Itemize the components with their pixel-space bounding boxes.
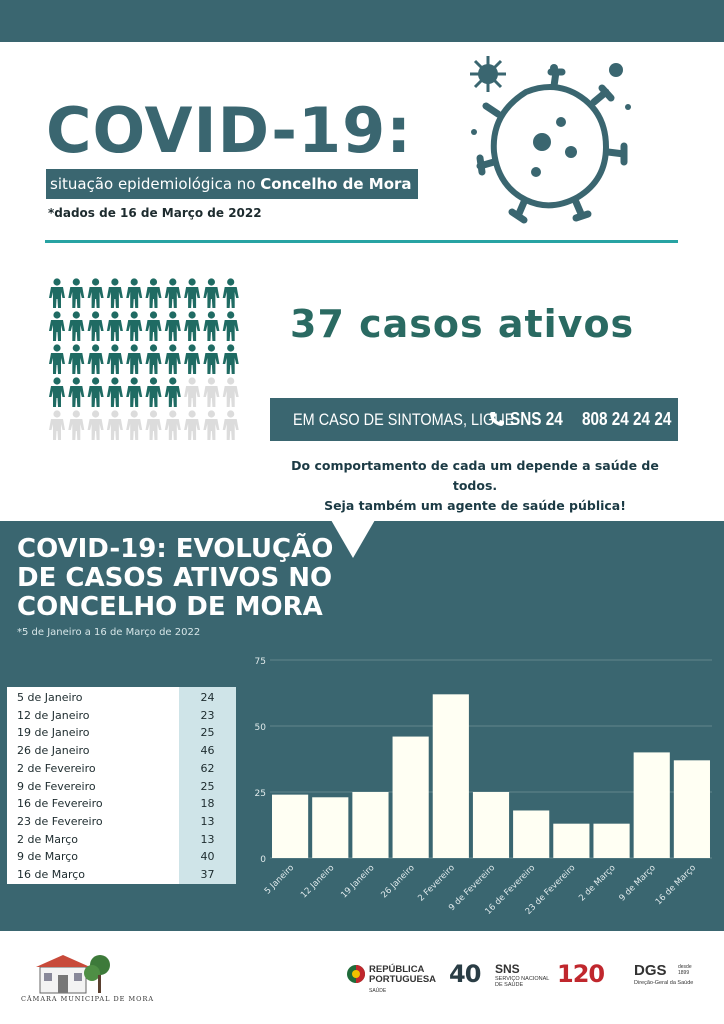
person-icon xyxy=(146,311,162,341)
public-health-message xyxy=(272,456,678,516)
dgs-since-2: 1899 xyxy=(678,970,690,976)
person-icon xyxy=(223,410,239,440)
message-line-1: Do comportamento de cada um depende a saúde de todos. xyxy=(291,458,659,493)
table-row-date: 26 de Janeiro xyxy=(17,744,90,758)
x-tick-label: 2 de Março xyxy=(577,863,618,904)
bar xyxy=(352,792,388,858)
bar xyxy=(513,810,549,858)
republic-sub: SAÚDE xyxy=(369,988,387,994)
person-icon xyxy=(126,377,142,407)
sns-service: SNS 24 xyxy=(510,409,563,429)
person-icon xyxy=(223,344,239,374)
date-note: *dados de 16 de Março de 2022 xyxy=(48,206,262,220)
x-tick-label: 12 Janeiro xyxy=(299,863,337,901)
table-row-value: 40 xyxy=(200,850,215,864)
table-row-date: 2 de Março xyxy=(17,832,79,846)
cases-table xyxy=(7,687,236,884)
x-tick-label: 19 Janeiro xyxy=(339,863,377,901)
person-icon xyxy=(203,410,219,440)
person-icon xyxy=(88,344,104,374)
table-row-date: 5 de Janeiro xyxy=(17,691,83,704)
table-row-value: 13 xyxy=(200,814,215,828)
sns-cta: EM CASO DE SINTOMAS, LIGUE xyxy=(293,410,515,429)
person-icon xyxy=(88,410,104,440)
person-icon xyxy=(88,278,104,308)
x-tick-label: 26 Janeiro xyxy=(379,863,417,901)
republic-emblem-icon xyxy=(346,963,366,985)
person-icon xyxy=(68,377,84,407)
y-tick-label: 50 xyxy=(254,723,266,733)
person-icon xyxy=(146,377,162,407)
cases-bar-chart xyxy=(232,648,718,918)
person-icon xyxy=(223,311,239,341)
x-tick-label: 16 de Março xyxy=(653,863,699,908)
page-title: COVID-19: xyxy=(46,94,413,167)
person-icon xyxy=(88,311,104,341)
bar xyxy=(393,737,429,858)
x-tick-label: 16 de Fevereiro xyxy=(483,863,538,917)
sns-phone-number[interactable]: 808 24 24 24 xyxy=(582,409,672,429)
table-row-date: 2 de Fevereiro xyxy=(17,761,96,775)
table-row-value: 18 xyxy=(200,797,215,811)
sns-logo-sub-2: DE SAÚDE xyxy=(495,982,524,988)
person-icon xyxy=(223,377,239,407)
table-row xyxy=(7,724,236,742)
bar xyxy=(553,824,589,858)
person-icon xyxy=(107,377,123,407)
person-icon xyxy=(68,311,84,341)
message-line-2: Seja também um agente de saúde pública! xyxy=(324,498,626,513)
table-row-value: 46 xyxy=(200,744,215,758)
table-row-value: 37 xyxy=(200,868,215,881)
sns-logo-sub xyxy=(495,976,549,988)
sns-logo-sub-1: SERVIÇO NACIONAL xyxy=(495,976,550,982)
municipality-name: CÂMARA MUNICIPAL DE MORA xyxy=(21,995,155,1003)
person-icon xyxy=(184,377,200,407)
x-tick-label: 9 de Fevereiro xyxy=(447,863,498,914)
person-icon xyxy=(184,311,200,341)
table-row-date: 16 de Fevereiro xyxy=(17,797,103,811)
table-row xyxy=(7,742,236,760)
person-icon xyxy=(203,278,219,308)
person-icon xyxy=(184,344,200,374)
bar xyxy=(473,792,509,858)
dgs-since-1: desde xyxy=(678,964,692,970)
person-icon xyxy=(146,410,162,440)
dgs-sub: Direção-Geral da Saúde xyxy=(634,980,694,986)
person-icon xyxy=(107,410,123,440)
bar xyxy=(593,824,629,858)
sns-logo: SNS xyxy=(495,962,520,976)
top-bar xyxy=(0,0,724,42)
panel-notch xyxy=(331,520,375,558)
bar xyxy=(674,760,710,858)
sns-banner xyxy=(270,398,678,441)
person-icon xyxy=(68,344,84,374)
person-icon xyxy=(68,278,84,308)
person-icon xyxy=(126,410,142,440)
person-icon xyxy=(203,344,219,374)
republic-label xyxy=(369,965,436,985)
bar xyxy=(634,752,670,858)
table-row xyxy=(7,778,236,796)
sns-40-logo: 40 xyxy=(449,960,481,988)
page-subtitle xyxy=(46,169,418,199)
table-row-date: 12 de Janeiro xyxy=(17,708,90,722)
person-icon xyxy=(203,377,219,407)
phone-icon xyxy=(489,411,505,427)
divider xyxy=(45,240,678,243)
table-row-date: 9 de Março xyxy=(17,850,79,864)
x-tick-label: 5 Janeiro xyxy=(262,863,297,897)
active-cases-count: 37 casos ativos xyxy=(290,302,635,346)
table-row xyxy=(7,831,236,849)
republic-line-2: PORTUGUESA xyxy=(369,974,437,985)
table-row-date: 19 de Janeiro xyxy=(17,726,90,740)
dgs-logo: DGS xyxy=(634,962,667,979)
y-tick-label: 0 xyxy=(260,855,266,865)
table-row xyxy=(7,760,236,778)
person-icon xyxy=(126,311,142,341)
person-icon xyxy=(88,377,104,407)
person-icon xyxy=(49,278,65,308)
subtitle-location: Concelho de Mora xyxy=(260,175,412,193)
table-row-value: 25 xyxy=(200,726,215,740)
bar xyxy=(312,797,348,858)
x-tick-label: 9 de Março xyxy=(617,863,658,904)
person-icon xyxy=(126,344,142,374)
person-icon xyxy=(49,311,65,341)
bar xyxy=(433,694,469,858)
table-row-value: 62 xyxy=(200,761,215,775)
x-tick-label: 23 de Fevereiro xyxy=(523,863,578,917)
evolution-note: *5 de Janeiro a 16 de Março de 2022 xyxy=(17,627,201,638)
person-icon xyxy=(146,344,162,374)
table-row-date: 9 de Fevereiro xyxy=(17,779,96,793)
person-icon xyxy=(184,410,200,440)
person-icon xyxy=(107,311,123,341)
dgs-120-logo: 120 xyxy=(557,960,605,988)
table-row xyxy=(7,795,236,813)
table-row-value: 13 xyxy=(200,832,215,846)
republic-line-1: REPÚBLICA xyxy=(369,964,425,975)
table-row xyxy=(7,707,236,725)
people-pictogram xyxy=(48,278,243,444)
dgs-since xyxy=(678,964,692,976)
y-tick-label: 75 xyxy=(254,657,266,667)
person-icon xyxy=(146,278,162,308)
table-row-date: 23 de Fevereiro xyxy=(17,814,103,828)
person-icon xyxy=(49,377,65,407)
table-row-date: 16 de Março xyxy=(17,868,86,881)
person-icon xyxy=(165,311,181,341)
subtitle-prefix: situação epidemiológica no xyxy=(50,175,261,193)
person-icon xyxy=(203,311,219,341)
table-row-value: 24 xyxy=(200,691,215,704)
bar xyxy=(272,795,308,858)
person-icon xyxy=(126,278,142,308)
table-row xyxy=(7,866,236,884)
x-tick-label: 2 Fevereiro xyxy=(416,863,457,904)
person-icon xyxy=(165,377,181,407)
table-row xyxy=(7,848,236,866)
person-icon xyxy=(107,344,123,374)
person-icon xyxy=(165,344,181,374)
evolution-title: COVID-19: EVOLUÇÃO DE CASOS ATIVOS NO CONCELHO DE MORA xyxy=(17,534,334,622)
virus-icon xyxy=(466,52,636,227)
person-icon xyxy=(223,278,239,308)
person-icon xyxy=(165,278,181,308)
y-tick-label: 25 xyxy=(254,789,266,799)
person-icon xyxy=(165,410,181,440)
table-row-value: 23 xyxy=(200,708,215,722)
person-icon xyxy=(184,278,200,308)
table-row-value: 25 xyxy=(200,779,215,793)
person-icon xyxy=(49,410,65,440)
table-row xyxy=(7,813,236,831)
table-row xyxy=(7,689,236,707)
person-icon xyxy=(49,344,65,374)
person-icon xyxy=(68,410,84,440)
person-icon xyxy=(107,278,123,308)
